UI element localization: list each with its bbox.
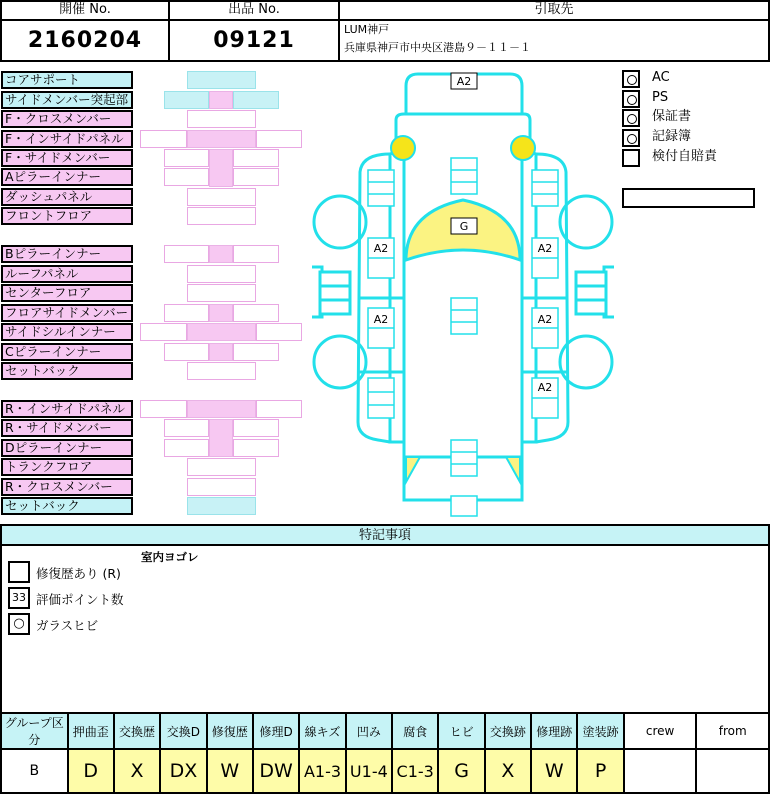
frame-cell bbox=[187, 497, 256, 515]
check-box[interactable] bbox=[622, 129, 640, 147]
from-value bbox=[696, 749, 769, 793]
circle-mark-icon bbox=[627, 95, 637, 105]
legend-value: A1-3 bbox=[299, 749, 345, 793]
part-label: サイドメンバー突起部 bbox=[1, 91, 133, 109]
frame-cell bbox=[164, 304, 209, 322]
legend-value: X bbox=[485, 749, 531, 793]
frame-cell bbox=[233, 149, 279, 167]
legend-value: D bbox=[68, 749, 114, 793]
check-label: 保証書 bbox=[652, 109, 692, 124]
mark-right-fender: A2 bbox=[537, 242, 553, 255]
legend-table bbox=[0, 712, 770, 794]
frame-cell bbox=[233, 304, 279, 322]
shuppin-label: 出品 No. bbox=[170, 2, 338, 21]
mark-right-door-front: A2 bbox=[537, 313, 553, 326]
part-label: Dピラーインナー bbox=[1, 439, 133, 457]
legend-header: crew bbox=[624, 713, 697, 749]
frame-cell bbox=[140, 130, 187, 148]
legend-header: 凹み bbox=[346, 713, 392, 749]
legend-header: 修理D bbox=[253, 713, 299, 749]
legend-header: 修理跡 bbox=[531, 713, 577, 749]
check-label: 検付自賠責 bbox=[652, 149, 718, 164]
part-label: F・サイドメンバー bbox=[1, 149, 133, 167]
notes-remark: 室内ヨゴレ bbox=[141, 550, 199, 564]
legend-value: P bbox=[577, 749, 623, 793]
frame-cell bbox=[187, 362, 256, 380]
legend-value: C1-3 bbox=[392, 749, 438, 793]
frame-cell bbox=[187, 323, 256, 341]
part-label: セットバック bbox=[1, 497, 133, 515]
mark-front: A2 bbox=[456, 75, 472, 88]
part-label: R・サイドメンバー bbox=[1, 419, 133, 437]
points-label: 評価ポイント数 bbox=[36, 592, 124, 607]
notes-section bbox=[0, 524, 770, 714]
part-label: R・インサイドパネル bbox=[1, 400, 133, 418]
mark-windshield: G bbox=[459, 220, 469, 233]
kaisai-value: 2160204 bbox=[27, 28, 143, 53]
frame-cell bbox=[209, 91, 233, 109]
part-label: コアサポート bbox=[1, 71, 133, 89]
part-label: サイドシルインナー bbox=[1, 323, 133, 341]
frame-cell bbox=[209, 149, 233, 187]
legend-value: U1-4 bbox=[346, 749, 392, 793]
legend-header: 押曲歪 bbox=[68, 713, 114, 749]
legend-header: 交換跡 bbox=[485, 713, 531, 749]
check-box[interactable] bbox=[622, 149, 640, 167]
frame-cell bbox=[164, 245, 209, 263]
inspection-date-field[interactable] bbox=[622, 188, 755, 208]
mark-left-door-front: A2 bbox=[373, 313, 389, 326]
frame-cell bbox=[164, 343, 209, 361]
part-label: セットバック bbox=[1, 362, 133, 380]
frame-cell bbox=[233, 91, 279, 109]
frame-cell bbox=[187, 110, 256, 128]
part-label: R・クロスメンバー bbox=[1, 478, 133, 496]
legend-header: 線キズ bbox=[299, 713, 345, 749]
shuppin-box bbox=[168, 0, 340, 62]
frame-cell bbox=[209, 343, 233, 361]
shuppin-value: 09121 bbox=[213, 28, 295, 53]
dest-address: 兵庫県神戸市中央区港島９－１１－１ bbox=[344, 41, 531, 54]
legend-value: X bbox=[114, 749, 160, 793]
frame-cell bbox=[187, 71, 256, 89]
legend-header: グループ区分 bbox=[1, 713, 68, 749]
crew-value bbox=[624, 749, 697, 793]
legend-header: 腐食 bbox=[392, 713, 438, 749]
frame-cell bbox=[187, 284, 256, 302]
dest-name: LUM神戸 bbox=[344, 23, 390, 36]
car-diagram bbox=[300, 62, 620, 522]
frame-cell bbox=[187, 400, 256, 418]
frame-cell bbox=[187, 265, 256, 283]
part-label: フロアサイドメンバー bbox=[1, 304, 133, 322]
frame-cell bbox=[187, 207, 256, 225]
frame-cell bbox=[209, 304, 233, 322]
hikitori-label: 引取先 bbox=[340, 2, 768, 21]
part-label: ルーフパネル bbox=[1, 265, 133, 283]
frame-cell bbox=[233, 245, 279, 263]
mark-left-fender: A2 bbox=[373, 242, 389, 255]
legend-value: B bbox=[1, 749, 68, 793]
notes-title: 特記事項 bbox=[2, 526, 768, 546]
check-box[interactable] bbox=[622, 70, 640, 88]
frame-cell bbox=[187, 478, 256, 496]
frame-cell bbox=[233, 439, 279, 457]
legend-header: 修復歴 bbox=[207, 713, 253, 749]
frame-cell bbox=[140, 323, 187, 341]
frame-cell bbox=[233, 419, 279, 437]
frame-cell bbox=[187, 130, 256, 148]
headlamp-left-icon bbox=[391, 136, 415, 160]
repair-history-label: 修復歴あり (R) bbox=[36, 566, 121, 581]
legend-header: 交換歴 bbox=[114, 713, 160, 749]
legend-header: ヒビ bbox=[438, 713, 484, 749]
rear-glass-left bbox=[406, 457, 420, 482]
part-label: F・クロスメンバー bbox=[1, 110, 133, 128]
glass-crack-box[interactable]: ○ bbox=[8, 613, 30, 635]
part-label: ダッシュパネル bbox=[1, 188, 133, 206]
frame-cell bbox=[256, 323, 302, 341]
legend-header: 交換D bbox=[160, 713, 206, 749]
circle-mark-icon bbox=[627, 75, 637, 85]
mark-right-door-rear: A2 bbox=[537, 381, 553, 394]
glass-crack-label: ガラスヒビ bbox=[36, 618, 99, 633]
part-label: F・インサイドパネル bbox=[1, 130, 133, 148]
legend-header: 塗装跡 bbox=[577, 713, 623, 749]
frame-cell bbox=[164, 419, 209, 437]
frame-cell bbox=[187, 188, 256, 206]
part-label: フロントフロア bbox=[1, 207, 133, 225]
frame-cell bbox=[187, 458, 256, 476]
frame-cell bbox=[164, 168, 209, 186]
frame-cell bbox=[209, 245, 233, 263]
legend-value: DW bbox=[253, 749, 299, 793]
part-label: センターフロア bbox=[1, 284, 133, 302]
part-label: Aピラーインナー bbox=[1, 168, 133, 186]
legend-value: DX bbox=[160, 749, 206, 793]
part-label: トランクフロア bbox=[1, 458, 133, 476]
check-label: 記録簿 bbox=[652, 129, 692, 144]
circle-mark-icon bbox=[627, 134, 637, 144]
part-label: Cピラーインナー bbox=[1, 343, 133, 361]
check-label: PS bbox=[652, 90, 669, 105]
legend-value: W bbox=[207, 749, 253, 793]
rear-glass-right bbox=[506, 457, 520, 482]
frame-cell bbox=[233, 343, 279, 361]
frame-cell bbox=[256, 400, 302, 418]
check-label: AC bbox=[652, 70, 670, 85]
kaisai-box bbox=[0, 0, 170, 62]
frame-cell bbox=[140, 400, 187, 418]
hikitori-box bbox=[338, 0, 770, 62]
kaisai-label: 開催 No. bbox=[2, 2, 168, 21]
frame-cell bbox=[256, 130, 302, 148]
headlamp-right-icon bbox=[511, 136, 535, 160]
check-box[interactable] bbox=[622, 90, 640, 108]
frame-cell bbox=[233, 168, 279, 186]
frame-cell bbox=[164, 439, 209, 457]
points-box[interactable]: 33 bbox=[8, 587, 30, 609]
legend-value: G bbox=[438, 749, 484, 793]
frame-cell bbox=[164, 149, 209, 167]
repair-history-box[interactable] bbox=[8, 561, 30, 583]
check-box[interactable] bbox=[622, 109, 640, 127]
frame-cell bbox=[164, 91, 209, 109]
legend-value: W bbox=[531, 749, 577, 793]
circle-mark-icon bbox=[627, 114, 637, 124]
frame-cell bbox=[209, 419, 233, 457]
part-label: Bピラーインナー bbox=[1, 245, 133, 263]
legend-header: from bbox=[696, 713, 769, 749]
